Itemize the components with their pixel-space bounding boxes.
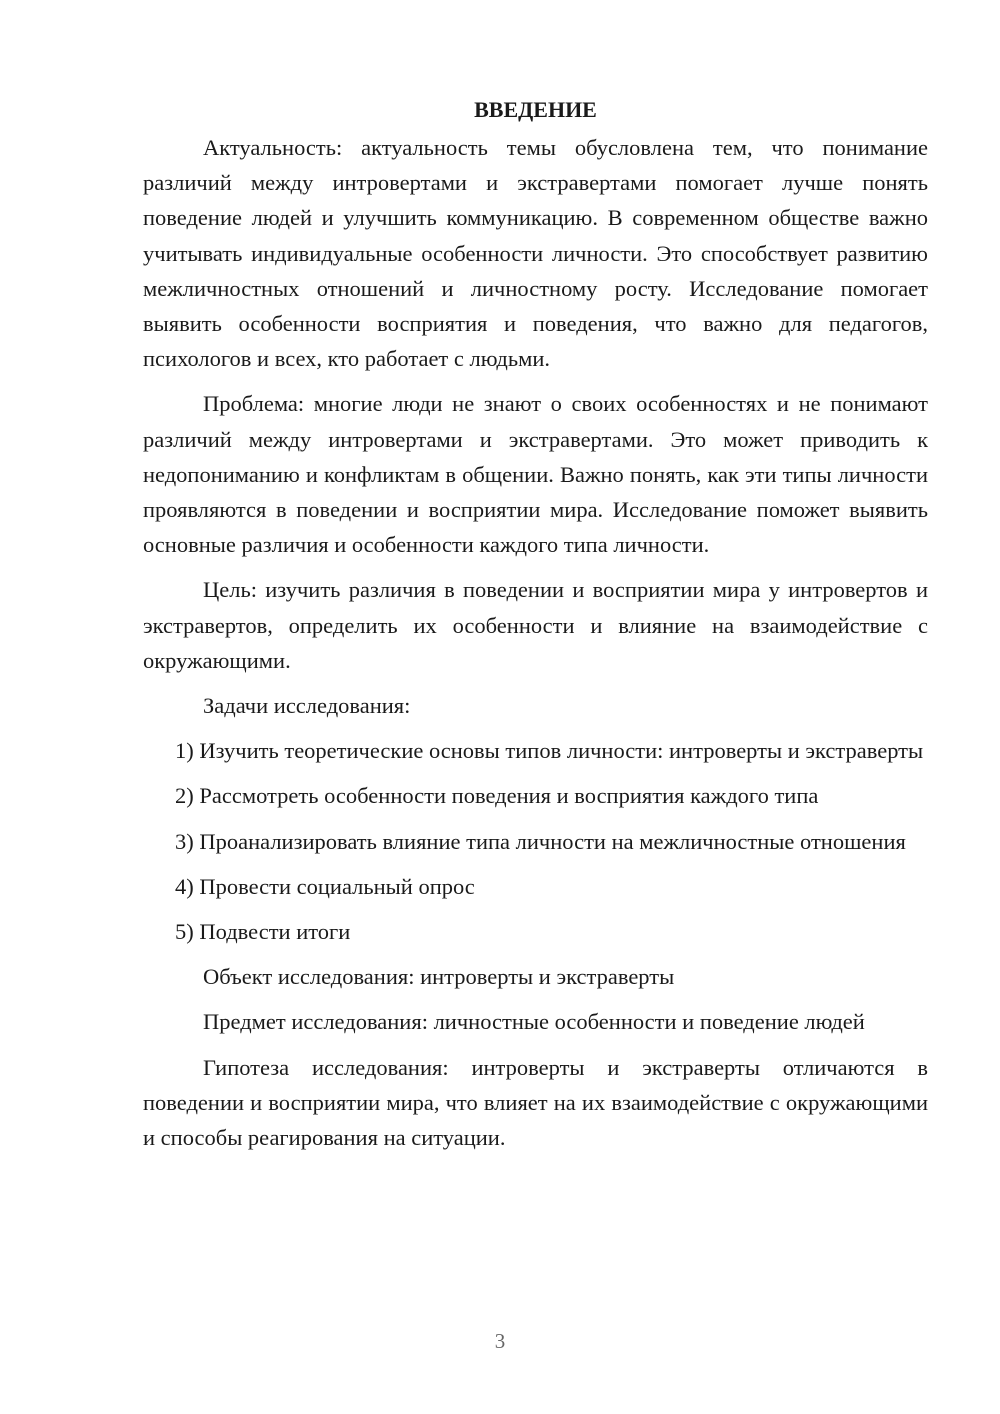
- task-item-4: 4) Провести социальный опрос: [175, 873, 475, 899]
- problem-paragraph: Проблема: многие люди не знают о своих особенностях и не понимают различий между интровертами и экстравертами. Это может приводить к недопониманию и конфликтам в общении. Важно понять, как эти типы личности проявляются в поведении и восприятии мира. Исследование поможет выявить основные различия и особенности каждого типа личности.: [143, 391, 928, 558]
- task-item-1: 1) Изучить теоретические основы типов личности: интроверты и экстраверты: [175, 738, 924, 764]
- tasks-heading: Задачи исследования:: [203, 693, 411, 719]
- page-content: [143, 92, 928, 1165]
- hypothesis-paragraph: Гипотеза исследования: интроверты и экстраверты отличаются в поведении и восприятии мира, что влияет на их взаимодействие с окружающими и способы реагирования на ситуации.: [143, 1054, 928, 1151]
- task-item-5: 5) Подвести итоги: [175, 919, 351, 945]
- goal-paragraph: Цель: изучить различия в поведении и восприятии мира у интровертов и экстравертов, определить их особенности и влияние на взаимодействие с окружающими.: [143, 577, 928, 673]
- object-paragraph: Объект исследования: интроверты и экстраверты: [203, 964, 675, 990]
- subject-paragraph: Предмет исследования: личностные особенности и поведение людей: [203, 1009, 865, 1035]
- task-item-3: 3) Проанализировать влияние типа личности на межличностные отношения: [175, 828, 906, 854]
- relevance-paragraph: Актуальность: актуальность темы обусловлена тем, что понимание различий между интровертами и экстравертами помогает лучше понять поведение людей и улучшить коммуникацию. В современном обществе важно учитывать индивидуальные особенности личности. Это способствует развитию межличностных отношений и личностному росту. Исследование помогает выявить особенности восприятия и поведения, что важно для педагогов, психологов и всех, кто работает с людьми.: [143, 135, 928, 372]
- task-item-2: 2) Рассмотреть особенности поведения и восприятия каждого типа: [175, 783, 819, 809]
- page-number: 3: [494, 1329, 506, 1353]
- page-title: ВВЕДЕНИЕ: [474, 97, 597, 122]
